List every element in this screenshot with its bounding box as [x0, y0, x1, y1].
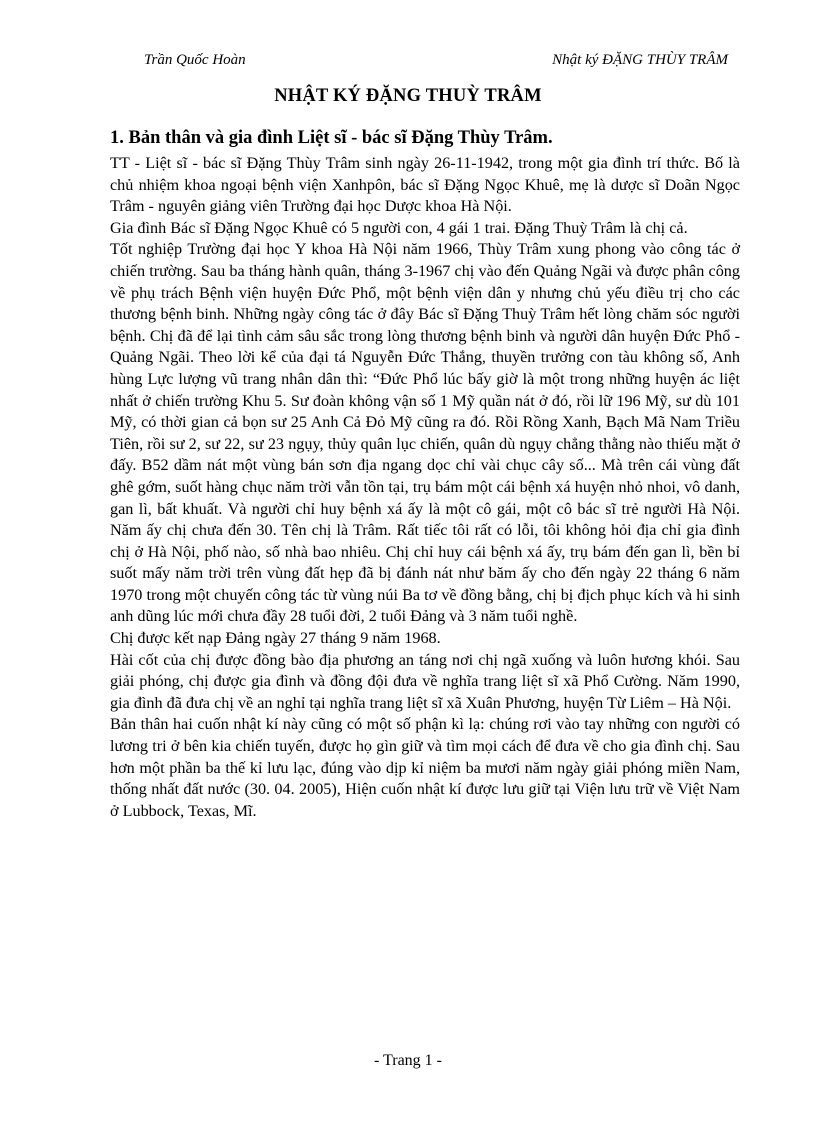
document-body: [110, 128, 740, 822]
page-header: [144, 52, 728, 74]
page-title: NHẬT KÝ ĐẶNG THUỲ TRÂM: [274, 86, 542, 106]
section-heading: 1. Bản thân và gia đình Liệt sĩ - bác sĩ Đặng Thùy Trâm.: [110, 128, 553, 148]
paragraph-career: Tốt nghiệp Trường đại học Y khoa Hà Nội năm 1966, Thùy Trâm xung phong vào công tác ở chiến trường. Sau ba tháng hành quân, tháng 3-1967 chị vào đến Quảng Ngãi và được phân công về phụ trách Bệnh viện huyện Đức Phổ, một bệnh viện dân y nhưng chủ yếu điều trị cho các thương bệnh binh. Những ngày công tác ở đây Bác sĩ Đặng Thuỳ Trâm hết lòng chăm sóc người bệnh. Chị đã để lại tình cảm sâu sắc trong lòng thương bệnh binh và người dân huyện Đức Phổ - Quảng Ngãi. Theo lời kể của đại tá Nguyễn Đức Thắng, thuyền trưởng con tàu không số, Anh hùng Lực lượng vũ trang nhân dân thì: “Đức Phổ lúc bấy giờ là một trong những huyện ác liệt nhất ở chiến trường Khu 5. Sư đoàn không vận số 1 Mỹ quần nát ở đó, rồi lữ 196 Mỹ, sư dù 101 Mỹ, có thời gian cả bọn sư 25 Anh Cả Đỏ Mỹ cũng ra đó. Rồi Rồng Xanh, Bạch Mã Nam Triều Tiên, rồi sư 2, sư 22, sư 23 ngụy, thủy quân lục chiến, quân dù ngụy chẳng thằng nào thiếu mặt ở đấy. B52 dầm nát một vùng bán sơn địa ngang dọc chỉ vài chục cây số... Mà trên cái vùng đất ghê gớm, suốt hàng chục năm trời vẫn tồn tại, trụ bám một cái bệnh xá huyện nhỏ nhoi, vô danh, gan lì, bất khuất. Và người chỉ huy bệnh xá ấy là một cô gái, một cô bác sĩ trẻ người Hà Nội. Năm ấy chị chưa đến 30. Tên chị là Trâm. Rất tiếc tôi rất có lỗi, tôi không hỏi địa chỉ gia đình chị ở Hà Nội, phố nào, số nhà bao nhiêu. Chị chỉ huy cái bệnh xá ấy, trụ bám đến gan lì, bền bỉ suốt mấy năm trời trên vùng đất hẹp đã bị đánh nát như băm ấy cho đến ngày 22 tháng 6 năm 1970 trong một chuyến công tác từ vùng núi Ba tơ về đồng bằng, chị bị địch phục kích và hi sinh anh dũng lúc mới chưa đầy 28 tuổi đời, 2 tuổi Đảng và 3 năm tuổi nghề.: [110, 240, 740, 626]
header-author: Trần Quốc Hoàn: [144, 52, 246, 68]
page-number: - Trang 1 -: [373, 1052, 442, 1069]
paragraph-diaries: Bản thân hai cuốn nhật kí này cũng có một số phận kì lạ: chúng rơi vào tay những con người có lương tri ở bên kia chiến tuyến, được họ gìn giữ và tìm mọi cách để đưa về cho gia đình chị. Sau hơn một phần ba thế kỉ lưu lạc, đúng vào dịp kỉ niệm ba mươi năm ngày giải phóng miền Nam, thống nhất đất nước (30. 04. 2005), Hiện cuốn nhật kí được lưu giữ tại Viện lưu trữ về Việt Nam ở Lubbock, Texas, Mĩ.: [110, 715, 740, 820]
paragraph-family: Gia đình Bác sĩ Đặng Ngọc Khuê có 5 người con, 4 gái 1 trai. Đặng Thuỳ Trâm là chị cả.: [110, 218, 688, 237]
paragraph-remains: Hài cốt của chị được đồng bào địa phương an táng nơi chị ngã xuống và luôn hương khói. Sau giải phóng, chị được gia đình và đồng đội đưa về nghĩa trang liệt sĩ xã Phổ Cường. Năm 1990, gia đình đã đưa chị về an nghỉ tại nghĩa trang liệt sĩ xã Xuân Phương, huyện Từ Liêm – Hà Nội.: [110, 650, 740, 712]
paragraph-intro: TT - Liệt sĩ - bác sĩ Đặng Thùy Trâm sinh ngày 26-11-1942, trong một gia đình trí thức. Bố là chủ nhiệm khoa ngoại bệnh viện Xanhpôn, bác sĩ Đặng Ngọc Khuê, mẹ là dược sĩ Doãn Ngọc Trâm - nguyên giảng viên Trường đại học Dược khoa Hà Nội.: [110, 154, 740, 216]
header-document-title: Nhật ký ĐẶNG THÙY TRÂM: [552, 52, 728, 68]
paragraph-party: Chị được kết nạp Đảng ngày 27 tháng 9 năm 1968.: [110, 629, 441, 648]
